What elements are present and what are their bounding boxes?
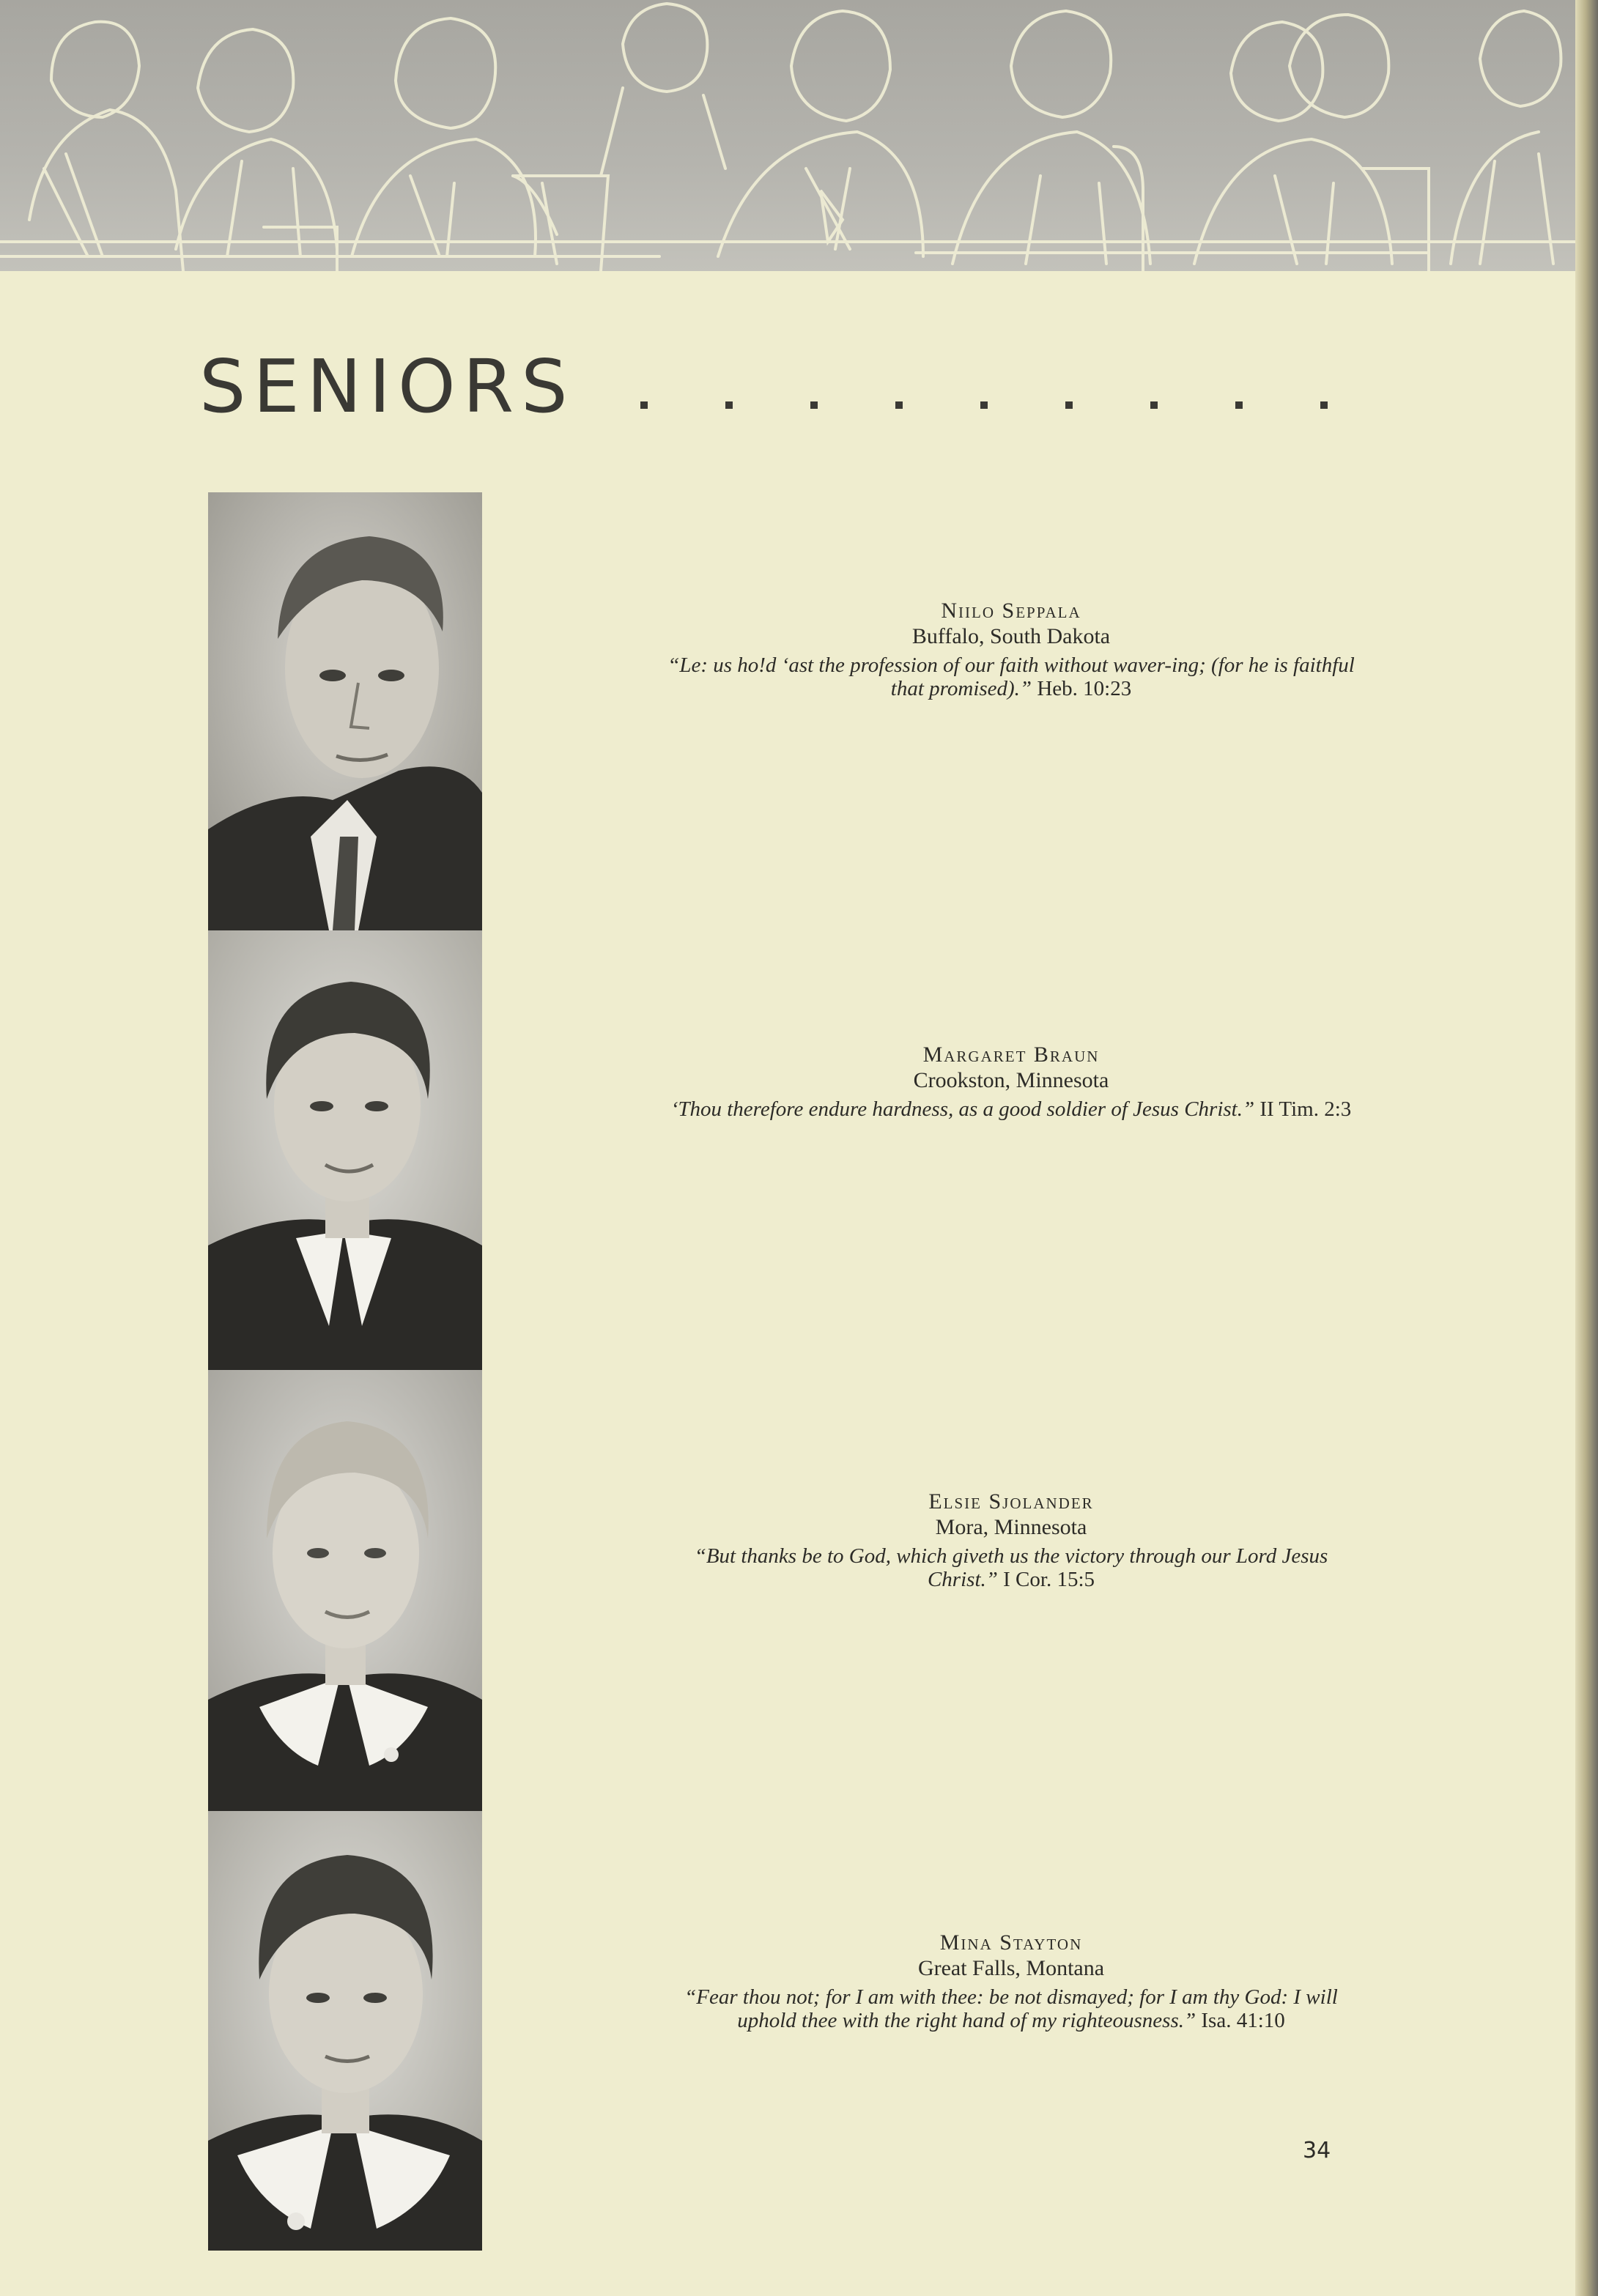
senior-quote: “But thanks be to God, which giveth us the victory through our Lord Jesus Christ.” [694,1544,1328,1591]
title-leader-dots [637,401,1355,416]
senior-quote: “Le: us ho!d ‘ast the profession of our faith without waver-ing; (for he is faithful that promised).” [667,653,1355,700]
verse-reference: Isa. 41:10 [1201,2009,1285,2032]
senior-photo-1 [208,492,482,930]
senior-quote: ‘Thou therefore endure hardness, as a good soldier of Jesus Christ.” [670,1097,1255,1121]
senior-verse [659,653,1363,700]
senior-hometown: Mora, Minnesota [935,1515,1087,1539]
senior-photo-2 [208,930,482,1370]
seated-students-sketch-icon [0,0,1575,271]
banner-illustration [0,0,1575,271]
senior-entry-3 [659,1489,1363,1591]
portrait-icon [208,1370,482,1811]
senior-hometown: Crookston, Minnesota [913,1068,1109,1092]
senior-verse [659,1544,1363,1591]
senior-name: Elsie Sjolander [928,1489,1094,1514]
verse-reference: II Tim. 2:3 [1259,1097,1352,1121]
senior-hometown: Great Falls, Montana [917,1956,1105,1980]
senior-photo-3 [208,1370,482,1811]
portrait-icon [208,1811,482,2251]
senior-entry-2 [659,1042,1363,1121]
page-title: SENIORS [199,344,575,429]
senior-quote: “Fear thou not; for I am with thee: be not dismayed; for I am thy God: I will uphold thee with the right hand of my righteousness.” [684,1985,1338,2032]
senior-name: Niilo Seppala [941,599,1081,623]
portrait-icon [208,492,482,930]
senior-photo-4 [208,1811,482,2251]
verse-reference: I Cor. 15:5 [1003,1568,1095,1591]
senior-name: Mina Stayton [939,1930,1083,1955]
page-edge-shadow [1575,0,1598,2296]
senior-verse [659,1985,1363,2032]
senior-verse [659,1097,1363,1121]
page-number: 34 [1303,2138,1331,2163]
senior-entry-1 [659,598,1363,700]
verse-reference: Heb. 10:23 [1037,677,1132,700]
senior-name: Margaret Braun [922,1043,1100,1067]
senior-hometown: Buffalo, South Dakota [911,624,1111,648]
senior-entry-4 [659,1930,1363,2032]
portrait-icon [208,930,482,1370]
